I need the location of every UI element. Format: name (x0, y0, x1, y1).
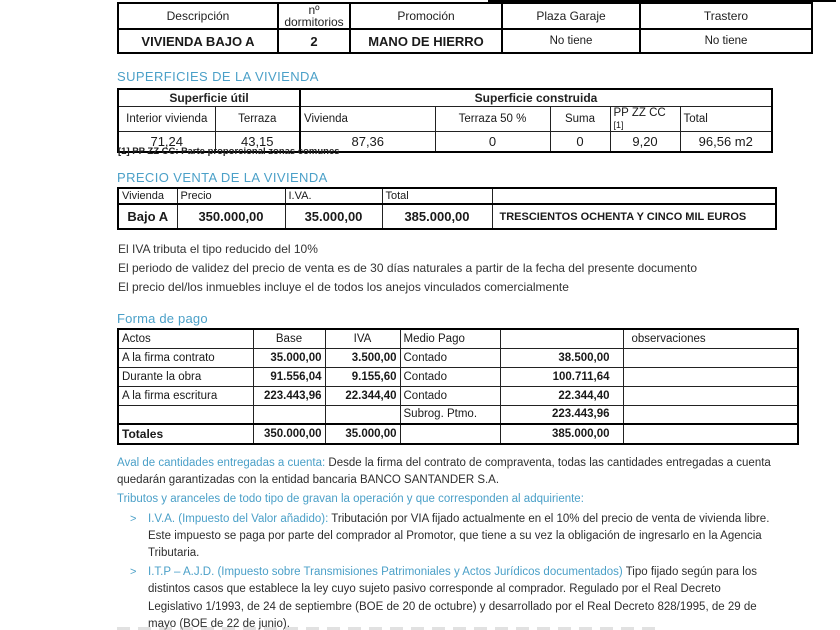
pp-zz-cc-label: PP ZZ CC (613, 106, 666, 119)
price-table (117, 187, 777, 230)
iva-value-cell: 35.000,00 (285, 204, 382, 229)
header-descripcion: Descripción (118, 3, 278, 29)
col-terraza-50: Terraza 50 % (435, 106, 550, 131)
bullet-itp-ajd (117, 564, 777, 630)
interior-vivienda-value: 71,24 (118, 131, 215, 152)
bullet-itp-lead: I.T.P – A.J.D. (Impuesto sobre Transmisiones Patrimoniales y Actos Jurídicos documentados) (148, 566, 623, 579)
payment-header-medio-pago: Medio Pago (400, 329, 500, 348)
col-terraza: Terraza (215, 106, 300, 131)
base-cell: 223.443,96 (253, 386, 325, 405)
iva-cell: 22.344,40 (325, 386, 400, 405)
price-notes (118, 240, 697, 298)
price-section-title: PRECIO VENTA DE LA VIVIENDA (117, 170, 328, 185)
payment-header-blank (500, 329, 623, 348)
payment-header-actos: Actos (118, 329, 253, 348)
medio-pago-cell: Subrog. Ptmo. (400, 405, 500, 424)
terraza-value: 43,15 (215, 131, 300, 152)
unit-table-header-row (118, 3, 812, 29)
medio-pago-cell: Contado (400, 348, 500, 367)
bullet-iva-text: Tributación por VIA fijado actualmente en el 10% del precio de venta de vivienda libre. Este impuesto se paga por parte del comprador al Promotor, que tiene a su vez la obligación de ingresarlo en la Agencia Tributaria. (148, 512, 770, 560)
promotion-cell: MANO DE HIERRO (350, 29, 502, 53)
total-surface-value: 96,56 m2 (680, 131, 772, 152)
price-header-vivienda: Vivienda (118, 188, 177, 204)
header-dormitorios: nº dormitorios (278, 3, 350, 29)
surfaces-section-title: SUPERFICIES DE LA VIVIENDA (117, 69, 319, 84)
vivienda-value: 87,36 (300, 131, 435, 152)
base-cell (253, 405, 325, 424)
acto-cell: A la firma contrato (118, 348, 253, 367)
base-cell: 35.000,00 (253, 348, 325, 367)
price-value-cell: 350.000,00 (177, 204, 285, 229)
note-line: El periodo de validez del precio de venta es de 30 días naturales a partir de la fecha del presente documento (118, 261, 698, 276)
observaciones-cell (623, 348, 798, 367)
payment-totals-row (118, 424, 798, 444)
price-header-blank (492, 188, 776, 204)
aval-label: Aval de cantidades entregadas a cuenta: (117, 457, 326, 469)
header-plaza-garaje: Plaza Garaje (502, 3, 640, 29)
price-unit-cell: Bajo A (118, 204, 177, 229)
payment-header-base: Base (253, 329, 325, 348)
totales-observaciones-cell (623, 424, 798, 444)
unit-table (117, 2, 813, 54)
group-superficie-util: Superficie útil (118, 89, 300, 106)
medio-pago-cell: Contado (400, 386, 500, 405)
price-header-total: Total (382, 188, 492, 204)
surfaces-column-header-row (118, 106, 772, 131)
iva-cell (325, 405, 400, 424)
price-header-iva: I.VA. (285, 188, 382, 204)
price-data-row (118, 204, 776, 229)
payment-table (117, 328, 799, 445)
surfaces-table (117, 88, 773, 153)
base-cell: 91.556,04 (253, 367, 325, 386)
aval-paragraph (117, 455, 777, 489)
col-suma: Suma (550, 106, 610, 131)
terraza-50-value: 0 (435, 131, 550, 152)
bullet-marker-icon: > (130, 512, 137, 525)
col-vivienda: Vivienda (300, 106, 435, 131)
unit-table-data-row (118, 29, 812, 53)
amount-cell: 223.443,96 (500, 405, 623, 424)
aval-text: Desde la firma del contrato de compraventa, todas las cantidades entregadas a cuenta quedarán garantizadas con la entidad bancaria BANCO SANTANDER S.A. (117, 457, 771, 487)
observaciones-cell (623, 386, 798, 405)
price-header-precio: Precio (177, 188, 285, 204)
acto-cell: Durante la obra (118, 367, 253, 386)
header-promocion: Promoción (350, 3, 502, 29)
payment-header-iva: IVA (325, 329, 400, 348)
payment-section-title: Forma de pago (117, 311, 208, 326)
group-superficie-construida: Superficie construida (300, 89, 772, 106)
storage-cell: No tiene (640, 29, 812, 53)
price-header-row (118, 188, 776, 204)
legal-text-block (117, 455, 777, 630)
header-trastero: Trastero (640, 3, 812, 29)
unit-name-cell: VIVIENDA BAJO A (118, 29, 278, 53)
suma-value: 0 (550, 131, 610, 152)
bullet-iva-lead: I.V.A. (Impuesto del Valor añadido): (148, 512, 329, 525)
col-interior-vivienda: Interior vivienda (118, 106, 215, 131)
pp-zz-cc-value: 9,20 (610, 131, 680, 152)
totales-base-cell: 350.000,00 (253, 424, 325, 444)
payment-row (118, 348, 798, 367)
amount-cell: 22.344,40 (500, 386, 623, 405)
totales-label-cell: Totales (118, 424, 253, 444)
iva-cell: 3.500,00 (325, 348, 400, 367)
payment-row (118, 386, 798, 405)
totales-medio-cell (400, 424, 500, 444)
observaciones-cell (623, 405, 798, 424)
bullet-iva (117, 511, 777, 563)
bullet-marker-icon: > (130, 566, 137, 579)
payment-header-observaciones: observaciones (623, 329, 798, 348)
payment-header-row (118, 329, 798, 348)
col-pp-zz-cc (610, 106, 680, 131)
surfaces-group-header-row (118, 89, 772, 106)
acto-cell: A la firma escritura (118, 386, 253, 405)
amount-cell: 100.711,64 (500, 367, 623, 386)
price-in-words-cell: TRESCIENTOS OCHENTA Y CINCO MIL EUROS (492, 204, 776, 229)
garage-cell: No tiene (502, 29, 640, 53)
totales-iva-cell: 35.000,00 (325, 424, 400, 444)
totales-amount-cell: 385.000,00 (500, 424, 623, 444)
col-total: Total (680, 106, 772, 131)
total-price-cell: 385.000,00 (382, 204, 492, 229)
iva-cell: 9.155,60 (325, 367, 400, 386)
amount-cell: 38.500,00 (500, 348, 623, 367)
surfaces-footnote: [1] PP ZZ CC: Parte proporcional zonas comunes (118, 146, 340, 157)
note-line: El IVA tributa el tipo reducido del 10% (118, 242, 318, 256)
note-line: El precio del/los inmuebles incluye el de todos los anejos vinculados comercialmente (118, 280, 569, 295)
pp-zz-cc-footnote-marker: [1] (613, 119, 624, 130)
payment-row (118, 405, 798, 424)
medio-pago-cell: Contado (400, 367, 500, 386)
observaciones-cell (623, 367, 798, 386)
bullet-itp-text: Tipo fijado según para los distintos casos que establece la ley cuyo sujeto pasivo corresponde al comprador. Regulado por el Real Decreto Legislativo 1/1993, de 24 de septiembre (BOE de 20 de octubre) y desarrollado por el Real Decreto 828/1995, de 29 de mayo (BOE de 22 de junio). (148, 566, 757, 630)
tributos-heading: Tributos y aranceles de todo tipo de gravan la operación y que corresponden al adquiriente: (117, 493, 584, 506)
acto-cell (118, 405, 253, 424)
bedrooms-cell: 2 (278, 29, 350, 53)
payment-row (118, 367, 798, 386)
